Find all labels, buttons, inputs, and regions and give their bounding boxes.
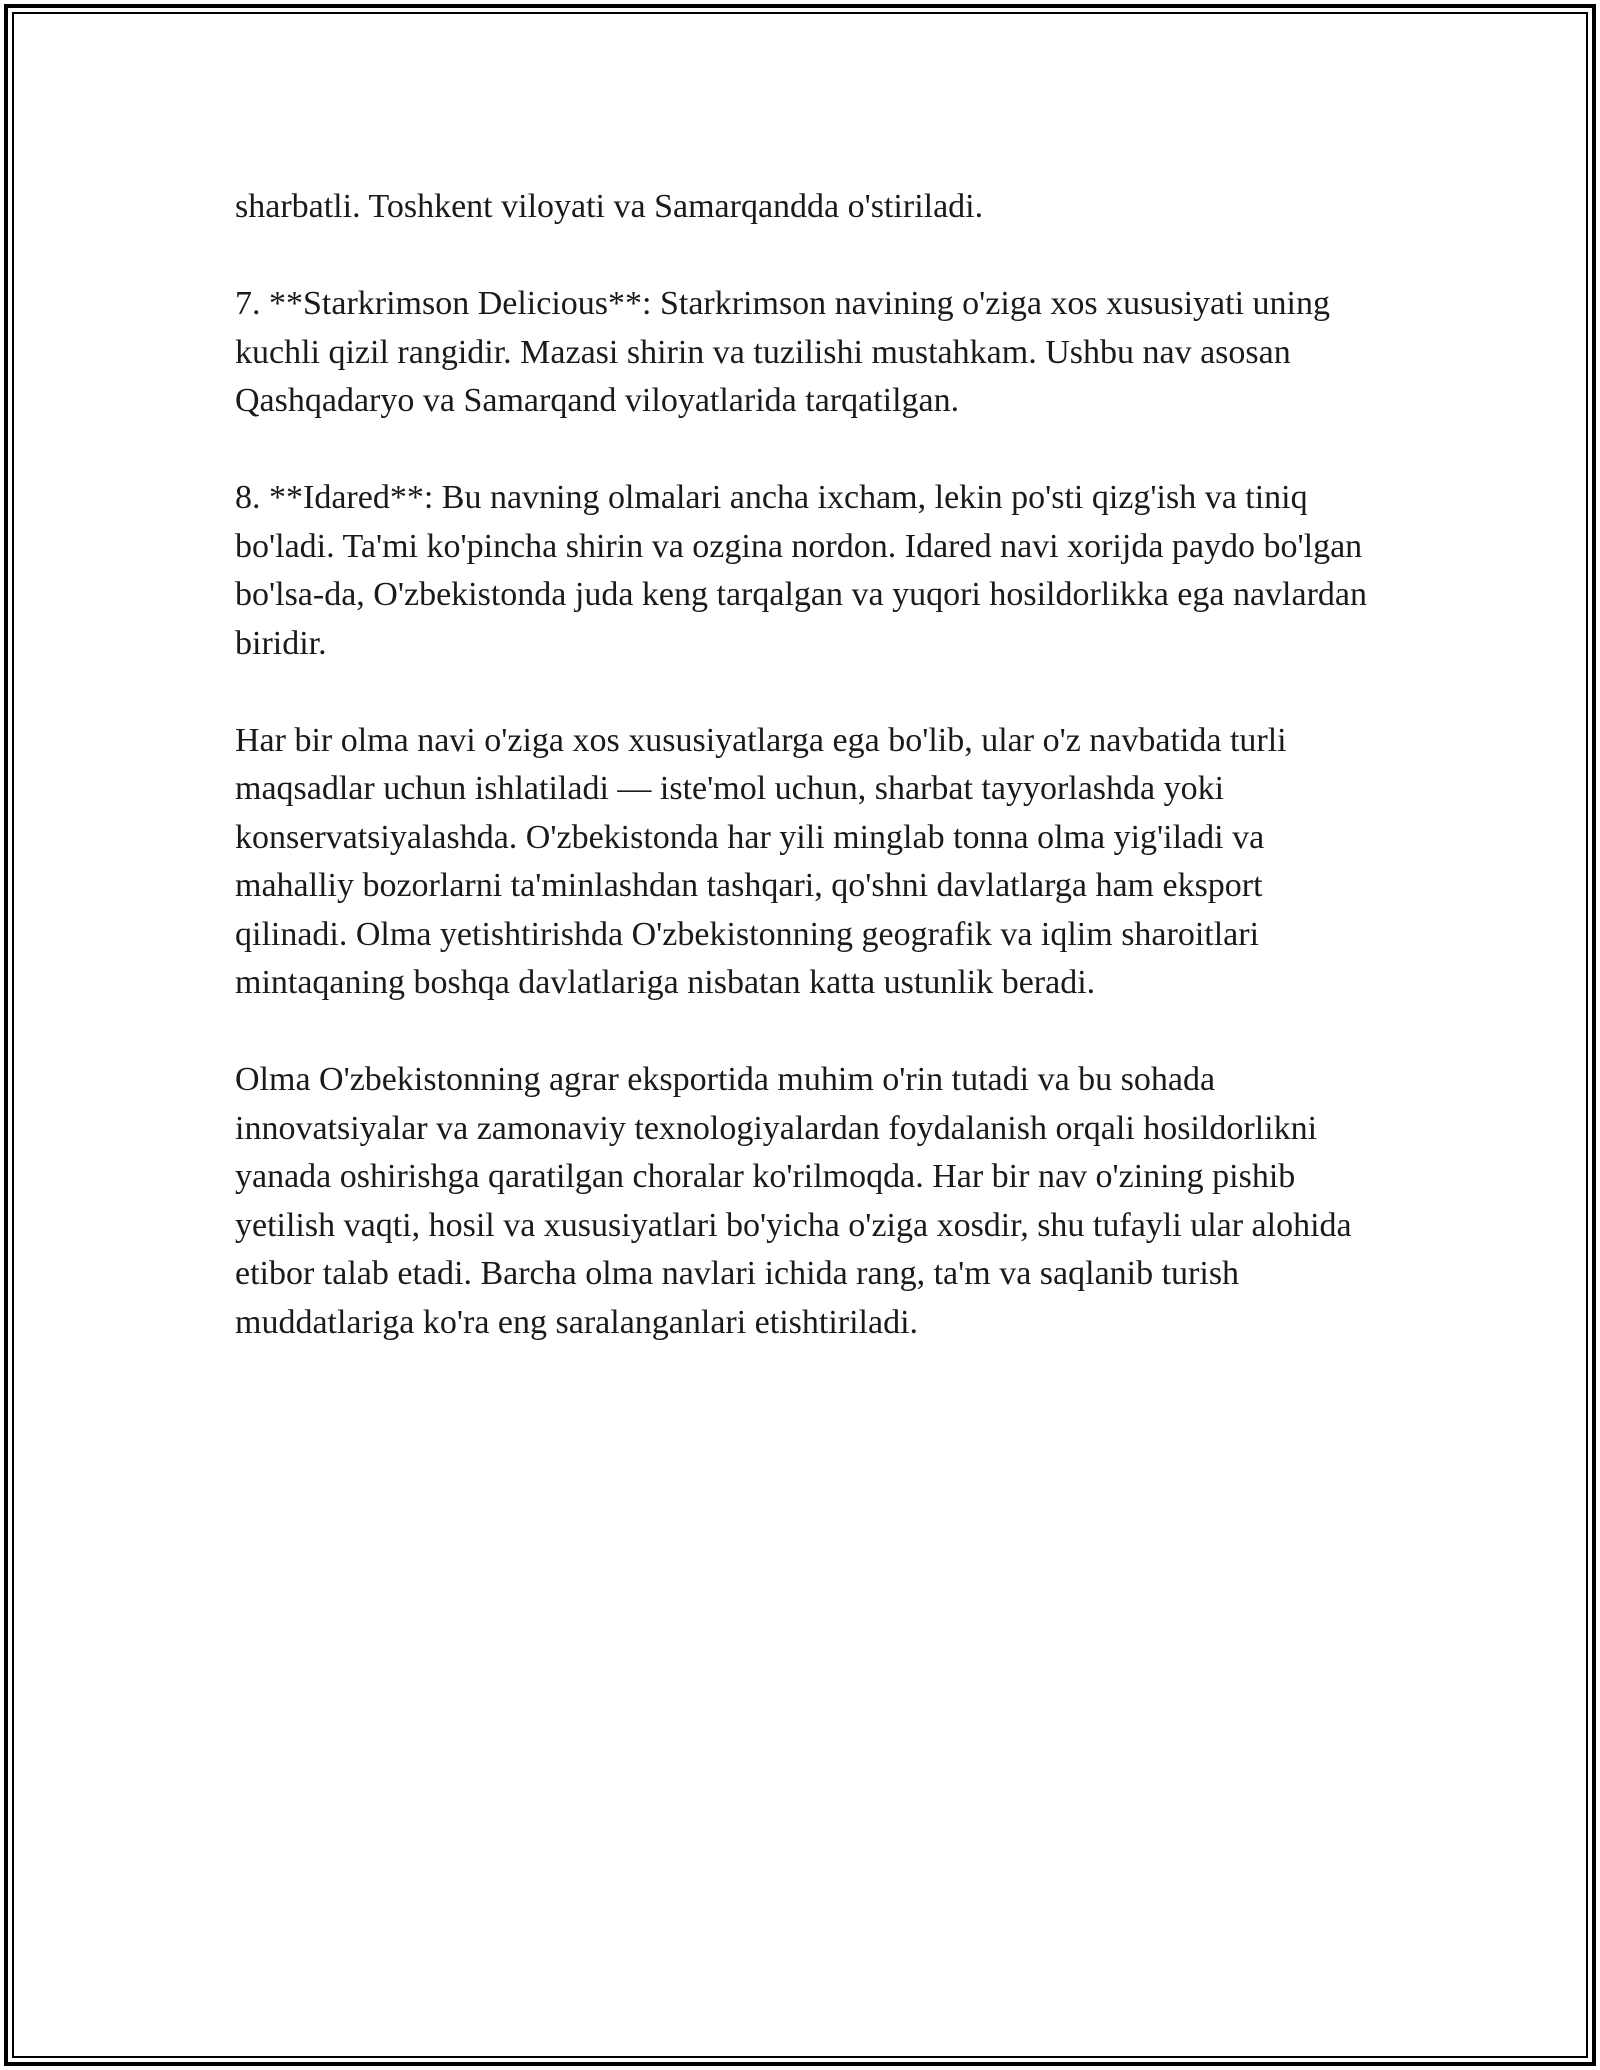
document-body [235, 183, 1375, 1396]
paragraph-starkrimson-delicious: 7. **Starkrimson Delicious**: Starkrimson navining o'ziga xos xususiyati uning kuchli qizil rangidir. Mazasi shirin va tuzilishi mustahkam. Ushbu nav asosan Qashqadaryo va Samarqand viloyatlarida tarqatilgan. [235, 285, 1330, 419]
paragraph-agrar-eksport: Olma O'zbekistonning agrar eksportida muhim o'rin tutadi va bu sohada innovatsiyalar va zamonaviy texnologiyalardan foydalanish orqali hosildorlikni yanada oshirishga qaratilgan choralar ko'rilmoqda. Har bir nav o'zining pishib yetilish vaqti, hosil va xususiyatlari bo'yicha o'ziga xosdir, shu tufayli ular alohida etibor talab etadi. Barcha olma navlari ichida rang, ta'm va saqlanib turish muddatlariga ko'ra eng saralanganlari etishtiriladi. [235, 1061, 1352, 1341]
paragraph-idared: 8. **Idared**: Bu navning olmalari ancha ixcham, lekin po'sti qizg'ish va tiniq bo'ladi. Ta'mi ko'pincha shirin va ozgina nordon. Idared navi xorijda paydo bo'lgan bo'lsa-da, O'zbekistonda juda keng tarqalgan va yuqori hosildorlikka ega navlardan biridir. [235, 479, 1368, 662]
paragraph-olma-navlari-xususiyatlari: Har bir olma navi o'ziga xos xususiyatlarga ega bo'lib, ular o'z navbatida turli maqsadlar uchun ishlatiladi — iste'mol uchun, sharbat tayyorlashda yoki konservatsiyalashda. O'zbekistonda har yili minglab tonna olma yig'iladi va mahalliy bozorlarni ta'minlashdan tashqari, qo'shni davlatlarga ham eksport qilinadi. Olma yetishtirishda O'zbekistonning geografik va iqlim sharoitlari mintaqaning boshqa davlatlariga nisbatan katta ustunlik beradi. [235, 721, 1287, 1001]
paragraph-sharbatli: sharbatli. Toshkent viloyati va Samarqandda o'stiriladi. [235, 188, 984, 225]
